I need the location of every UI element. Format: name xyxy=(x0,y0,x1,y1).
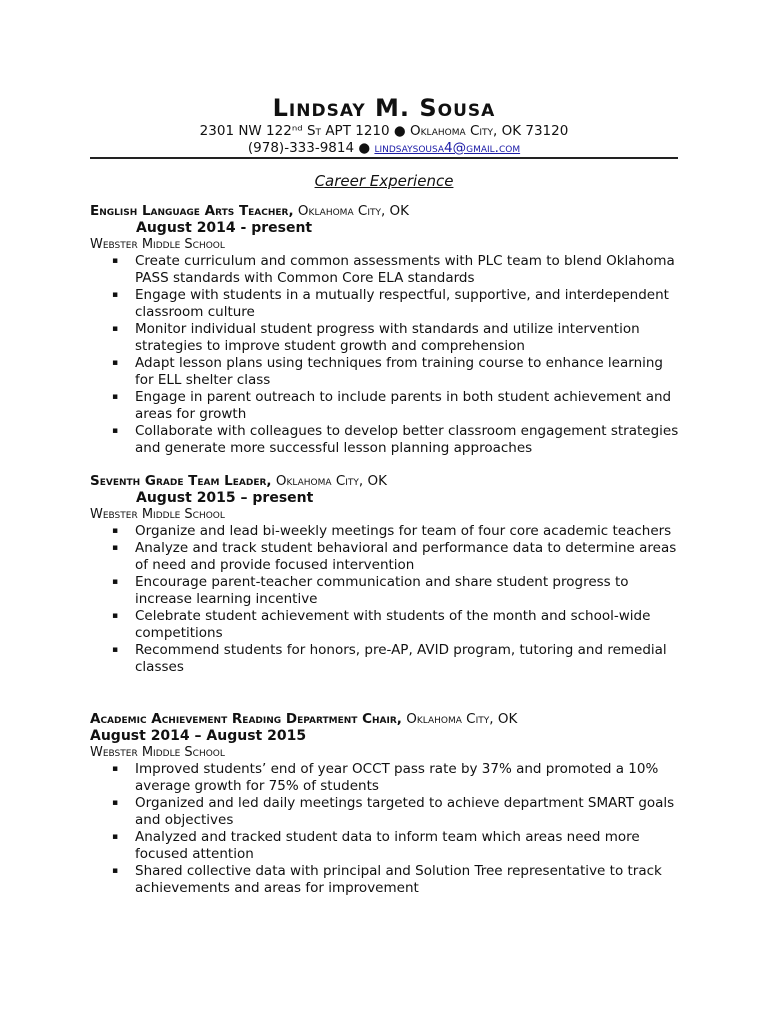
candidate-name: Lindsay M. Sousa xyxy=(272,94,496,122)
bullet-marker: ▪ xyxy=(112,358,119,368)
job-bullets xyxy=(90,253,690,457)
job-entry xyxy=(90,203,690,457)
bullet-marker: ▪ xyxy=(112,577,119,587)
job-bullets xyxy=(90,761,690,897)
bullet-text: Engage in parent outreach to include parents in both student achievement and areas for growth xyxy=(135,389,672,422)
bullet-text: Analyzed and tracked student data to inform team which areas need more focused attention xyxy=(135,829,640,862)
bullet-text: Adapt lesson plans using techniques from training course to enhance learning for ELL shelter class xyxy=(135,355,663,388)
job-title: Academic Achievement Reading Department Chair, xyxy=(90,711,402,727)
job-employer: Webster Middle School xyxy=(90,237,225,252)
bullet-marker: ▪ xyxy=(112,798,119,808)
bullet-marker: ▪ xyxy=(112,611,119,621)
bullet-marker: ▪ xyxy=(112,832,119,842)
job-location: Oklahoma City, OK xyxy=(406,711,518,727)
job-heading xyxy=(90,203,690,220)
bullet-text: Monitor individual student progress with standards and utilize intervention strategies to improve student growth and comprehension xyxy=(135,321,640,354)
job-dates: August 2014 – August 2015 xyxy=(90,728,307,744)
bullet-text: Analyze and track student behavioral and performance data to determine areas of need and provide focused intervention xyxy=(135,540,677,573)
list-item xyxy=(112,574,690,608)
email-link[interactable]: lindsaysousa4@gmail.com xyxy=(374,140,521,156)
job-location: Oklahoma City, OK xyxy=(297,203,410,219)
bullet-marker: ▪ xyxy=(112,256,119,266)
bullet-text: Engage with students in a mutually respectful, supportive, and interdependent classroom culture xyxy=(135,287,669,320)
street-address: 2301 NW 122ⁿᵈ St APT 1210 xyxy=(199,123,390,139)
city-state-zip: Oklahoma City, OK 73120 xyxy=(409,123,569,139)
bullet-marker: ▪ xyxy=(112,764,119,774)
job-entry xyxy=(90,473,690,676)
job-title: Seventh Grade Team Leader, xyxy=(90,473,272,489)
phone-number: (978)-333-9814 xyxy=(247,140,355,156)
list-item xyxy=(112,642,690,676)
bullet-marker: ▪ xyxy=(112,392,119,402)
contact-line xyxy=(0,140,768,157)
list-item xyxy=(112,389,690,423)
job-dates: August 2014 - present xyxy=(136,220,313,236)
bullet-marker: ▪ xyxy=(112,526,119,536)
bullet-text: Collaborate with colleagues to develop better classroom engagement strategies and generate more successful lesson planning approaches xyxy=(135,423,679,456)
bullet-text: Organized and led daily meetings targeted to achieve department SMART goals and objectives xyxy=(135,795,675,828)
bullet-text: Create curriculum and common assessments with PLC team to blend Oklahoma PASS standards with Common Core ELA standards xyxy=(135,253,675,286)
list-item xyxy=(112,355,690,389)
bullet-marker: ▪ xyxy=(112,324,119,334)
list-item xyxy=(112,829,690,863)
job-bullets xyxy=(90,523,690,676)
job-employer: Webster Middle School xyxy=(90,507,225,522)
list-item xyxy=(112,608,690,642)
separator-dot: ● xyxy=(358,140,371,156)
list-item xyxy=(112,795,690,829)
list-item xyxy=(112,863,690,897)
bullet-marker: ▪ xyxy=(112,645,119,655)
bullet-marker: ▪ xyxy=(112,426,119,436)
bullet-text: Recommend students for honors, pre-AP, AVID program, tutoring and remedial classes xyxy=(135,642,667,675)
bullet-text: Organize and lead bi-weekly meetings for team of four core academic teachers xyxy=(135,523,672,539)
section-title: Career Experience xyxy=(314,172,454,190)
list-item xyxy=(112,253,690,287)
resume-header xyxy=(0,93,768,157)
bullet-marker: ▪ xyxy=(112,543,119,553)
list-item xyxy=(112,540,690,574)
bullet-text: Shared collective data with principal and Solution Tree representative to track achievements and areas for improvement xyxy=(135,863,662,896)
address-line xyxy=(0,123,768,140)
job-heading xyxy=(90,711,690,728)
list-item xyxy=(112,761,690,795)
list-item xyxy=(112,287,690,321)
job-entry xyxy=(90,711,690,897)
list-item xyxy=(112,523,690,540)
list-item xyxy=(112,423,690,457)
separator-dot: ● xyxy=(393,123,406,139)
bullet-text: Celebrate student achievement with students of the month and school-wide competitions xyxy=(135,608,651,641)
job-location: Oklahoma City, OK xyxy=(275,473,387,489)
header-divider xyxy=(90,157,678,159)
bullet-text: Improved students’ end of year OCCT pass rate by 37% and promoted a 10% average growth for 75% of students xyxy=(135,761,659,794)
list-item xyxy=(112,321,690,355)
job-dates: August 2015 – present xyxy=(136,490,314,506)
job-heading xyxy=(90,473,690,490)
bullet-text: Encourage parent-teacher communication and share student progress to increase learning incentive xyxy=(135,574,629,607)
job-title: English Language Arts Teacher, xyxy=(90,203,294,219)
job-employer: Webster Middle School xyxy=(90,745,225,760)
bullet-marker: ▪ xyxy=(112,866,119,876)
bullet-marker: ▪ xyxy=(112,290,119,300)
